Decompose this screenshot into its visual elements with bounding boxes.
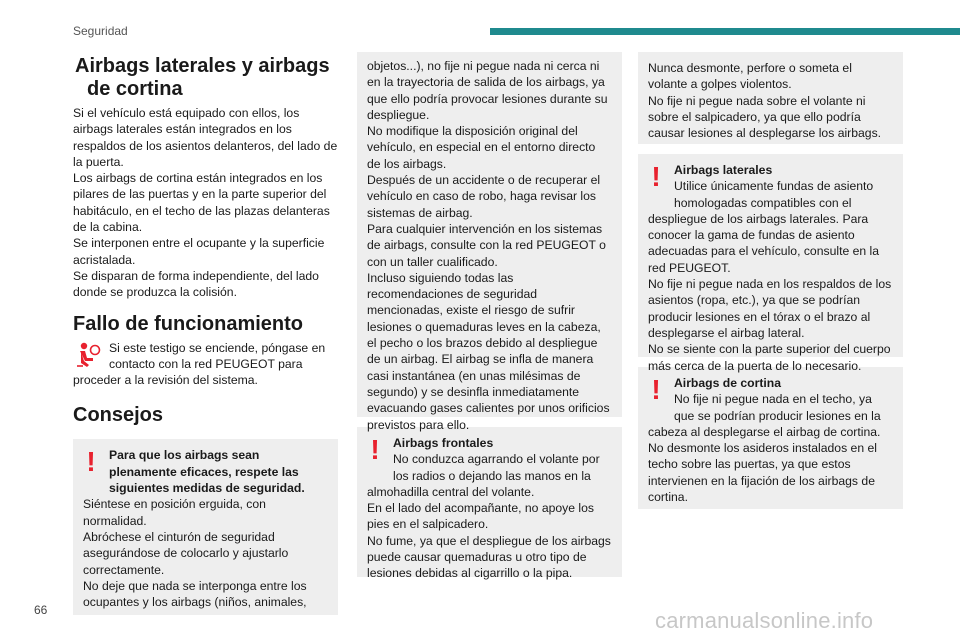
header-accent-bar xyxy=(490,28,960,35)
laterales-warning-box xyxy=(638,154,903,373)
consejos-box-text: Siéntese en posición erguida, con normalidad. Abróchese el cinturón de seguridad asegurándose de colocarlo y ajustarlo correctamente. No deje que nada se interponga entre los ocupantes y los airbags (niños, animales, xyxy=(83,497,307,610)
consejos-continuation-box xyxy=(357,52,622,432)
consejos-warning-box xyxy=(73,439,338,615)
frontales-warning-box xyxy=(357,427,622,581)
airbags-laterales-text: Si el vehículo está equipado con ellos, los airbags laterales están integrados en los respaldos de los asientos delanteros, del lado de la puerta. Los airbags de cortina están integrados en los pilares de las puertas y en la parte superior del habitáculo, en el techo de las plazas delanteras de la cabina. Se interponen entre el ocupante y la superficie acristalada. Se disparan de forma independiente, del lado donde se produzca la colisión. xyxy=(73,106,338,300)
volante-box xyxy=(638,52,903,144)
laterales-title: Airbags laterales xyxy=(674,163,773,177)
exclamation-icon: ! xyxy=(370,434,380,465)
fallo-paragraph xyxy=(73,340,338,389)
volante-text: Nunca desmonte, perfore o someta el volante a golpes violentos. No fije ni pegue nada sobre el volante ni sobre el salpicadero, ya que ello podría causar lesiones al desplegarse los airbags. xyxy=(648,61,882,141)
watermark: carmanualsonline.info xyxy=(655,608,874,633)
page-number: 66 xyxy=(34,603,48,617)
column-2 xyxy=(357,52,622,581)
consejos-box-title: Para que los airbags sean plenamente eficaces, respete las siguientes medidas de seguridad. xyxy=(109,448,305,496)
section-title: Seguridad xyxy=(73,24,128,38)
airbag-warning-icon xyxy=(73,340,103,370)
laterales-text: Utilice únicamente fundas de asiento homologadas compatibles con el despliegue de los airbags laterales. Para conocer la gama de fundas de asiento adecuadas para el vehículo, consulte en la red PEUGEOT. No fije ni pegue nada en los respaldos de los asientos (ropa, etc.), ya que se podrían producir lesiones en el tórax o el brazo al desplegarse el airbag lateral. No se siente con la parte superior del cuerpo más cerca de la puerta de lo necesario. xyxy=(648,179,892,373)
consejos-continuation-text: objetos...), no fije ni pegue nada ni cerca ni en la trayectoria de salida de los airbags, ya que ello podría provocar lesiones durante su despliegue. No modifique la disposición original del vehículo, en especial en el entorno directo de los airbags. Después de un accidente o de recuperar el vehículo en caso de robo, haga revisar los sistemas de airbag. Para cualquier intervención en los sistemas de airbags, consulte con la red PEUGEOT o con un taller cualificado. Incluso siguiendo todas las recomendaciones de seguridad mencionadas, existe el riesgo de sufrir lesiones o quemaduras leves en la cabeza, el pecho o los brazos debido al despliegue de un airbag. El airbag se infla de manera casi instantánea (en unas milésimas de segundo) y se desinfla inmediatamente evacuando gases calientes por unos orificios previstos para ello. xyxy=(367,59,610,432)
exclamation-icon: ! xyxy=(86,446,96,478)
column-1 xyxy=(73,55,338,615)
heading-fallo: Fallo de funcionamiento xyxy=(73,312,304,335)
column-3 xyxy=(638,52,903,509)
frontales-text: No conduzca agarrando el volante por los radios o dejando las manos en la almohadilla central del volante. En el lado del acompañante, no apoye los pies en el salpicadero. No fume, ya que el despliegue de los airbags puede causar quemaduras u otro tipo de lesiones debidas al cigarrillo o la pipa. xyxy=(367,452,611,581)
cortina-warning-box xyxy=(638,367,903,509)
heading-consejos: Consejos xyxy=(73,404,164,427)
heading-line-2: de cortina xyxy=(87,78,183,100)
heading-line-1: Airbags laterales y airbags xyxy=(75,55,330,77)
fallo-text: Si este testigo se enciende, póngase en contacto con la red PEUGEOT para proceder a la revisión del sistema. xyxy=(73,340,326,388)
exclamation-icon: ! xyxy=(651,161,661,192)
cortina-text: No fije ni pegue nada en el techo, ya que se podrían producir lesiones en la cabeza al desplegarse el airbag de cortina. No desmonte los asideros instalados en el techo sobre las puertas, ya que estos intervienen en la fijación de los airbags de cortina. xyxy=(648,392,881,505)
frontales-title: Airbags frontales xyxy=(393,436,494,450)
cortina-title: Airbags de cortina xyxy=(674,376,782,390)
exclamation-icon: ! xyxy=(651,374,661,405)
heading-airbags-laterales xyxy=(73,55,338,101)
